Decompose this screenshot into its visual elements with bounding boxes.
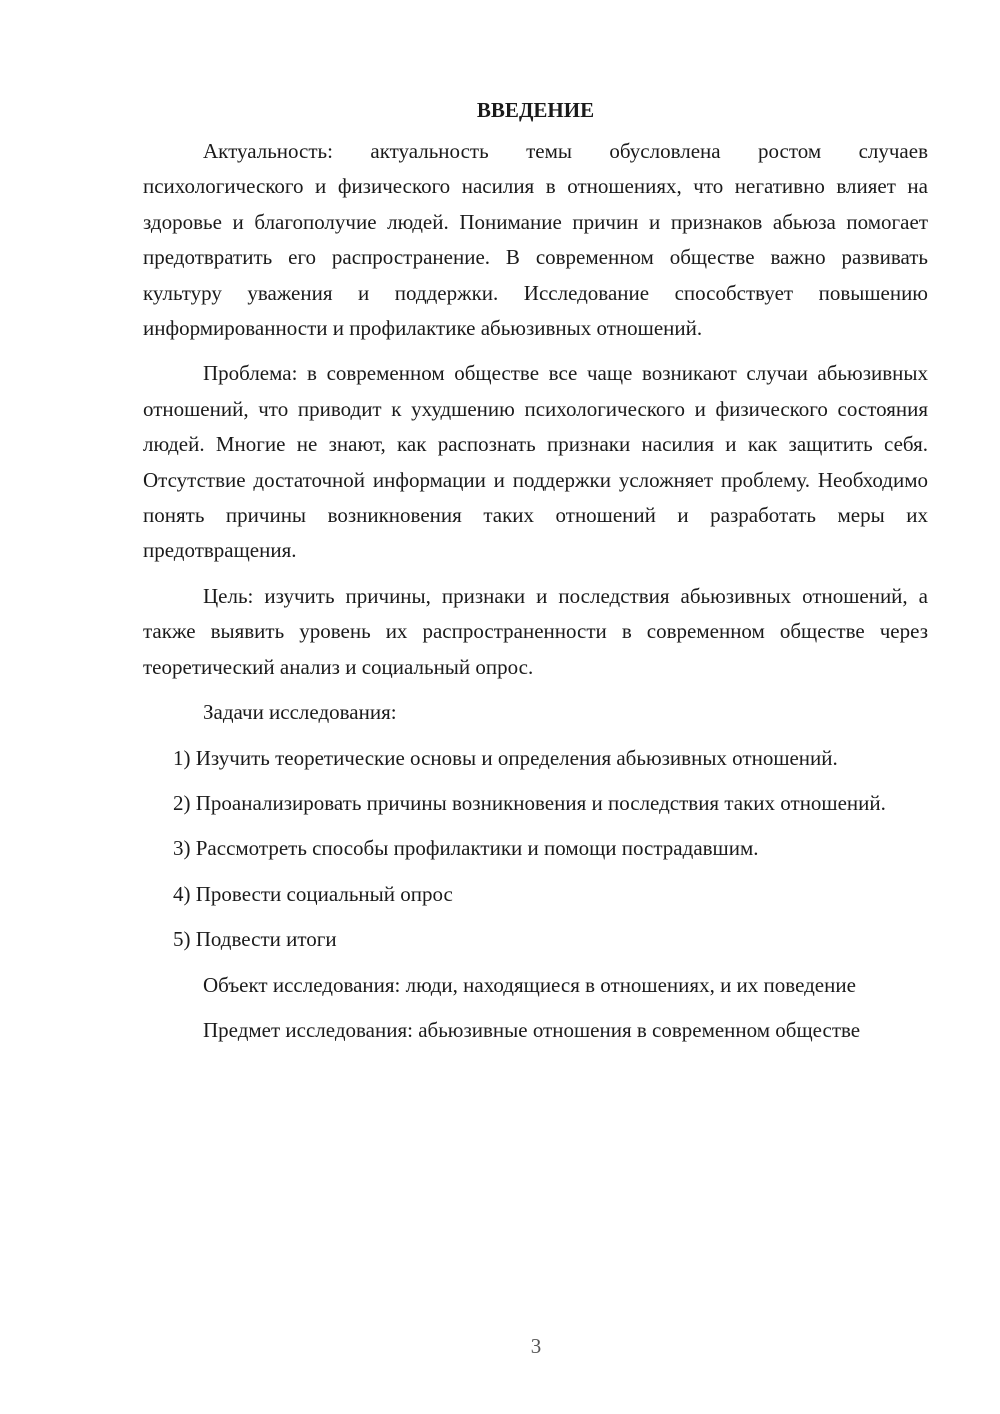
task-item-4: 4) Провести социальный опрос	[173, 881, 453, 906]
task-item-1: 1) Изучить теоретические основы и определения абьюзивных отношений.	[173, 745, 838, 770]
task-item-2: 2) Проанализировать причины возникновения и последствия таких отношений.	[173, 790, 886, 815]
page-title: ВВЕДЕНИЕ	[476, 98, 595, 122]
paragraph-object: Объект исследования: люди, находящиеся в отношениях, и их поведение	[203, 972, 856, 997]
paragraph-problem: Проблема: в современном обществе все чаще возникают случаи абьюзивных отношений, что приводит к ухудшению психологического и физического состояния людей. Многие не знают, как распознать признаки насилия и как защитить себя. Отсутствие достаточной информации и поддержки усложняет проблему. Необходимо понять причины возникновения таких отношений и разработать меры их предотвращения.	[143, 361, 928, 563]
paragraph-goal: Цель: изучить причины, признаки и последствия абьюзивных отношений, а также выявить уровень их распространенности в современном обществе через теоретический анализ и социальный опрос.	[143, 583, 928, 679]
page-number: 3	[530, 1334, 542, 1358]
document-page	[143, 93, 928, 1058]
task-item-5: 5) Подвести итоги	[173, 927, 337, 952]
task-item-3: 3) Рассмотреть способы профилактики и помощи пострадавшим.	[173, 836, 759, 861]
paragraph-tasks-heading: Задачи исследования:	[203, 700, 397, 725]
paragraph-subject: Предмет исследования: абьюзивные отношения в современном обществе	[203, 1017, 861, 1042]
paragraph-relevance: Актуальность: актуальность темы обусловлена ростом случаев психологического и физического насилия в отношениях, что негативно влияет на здоровье и благополучие людей. Понимание причин и признаков абьюза помогает предотвратить его распространение. В современном обществе важно развивать культуру уважения и поддержки. Исследование способствует повышению информированности и профилактике абьюзивных отношений.	[143, 139, 928, 341]
